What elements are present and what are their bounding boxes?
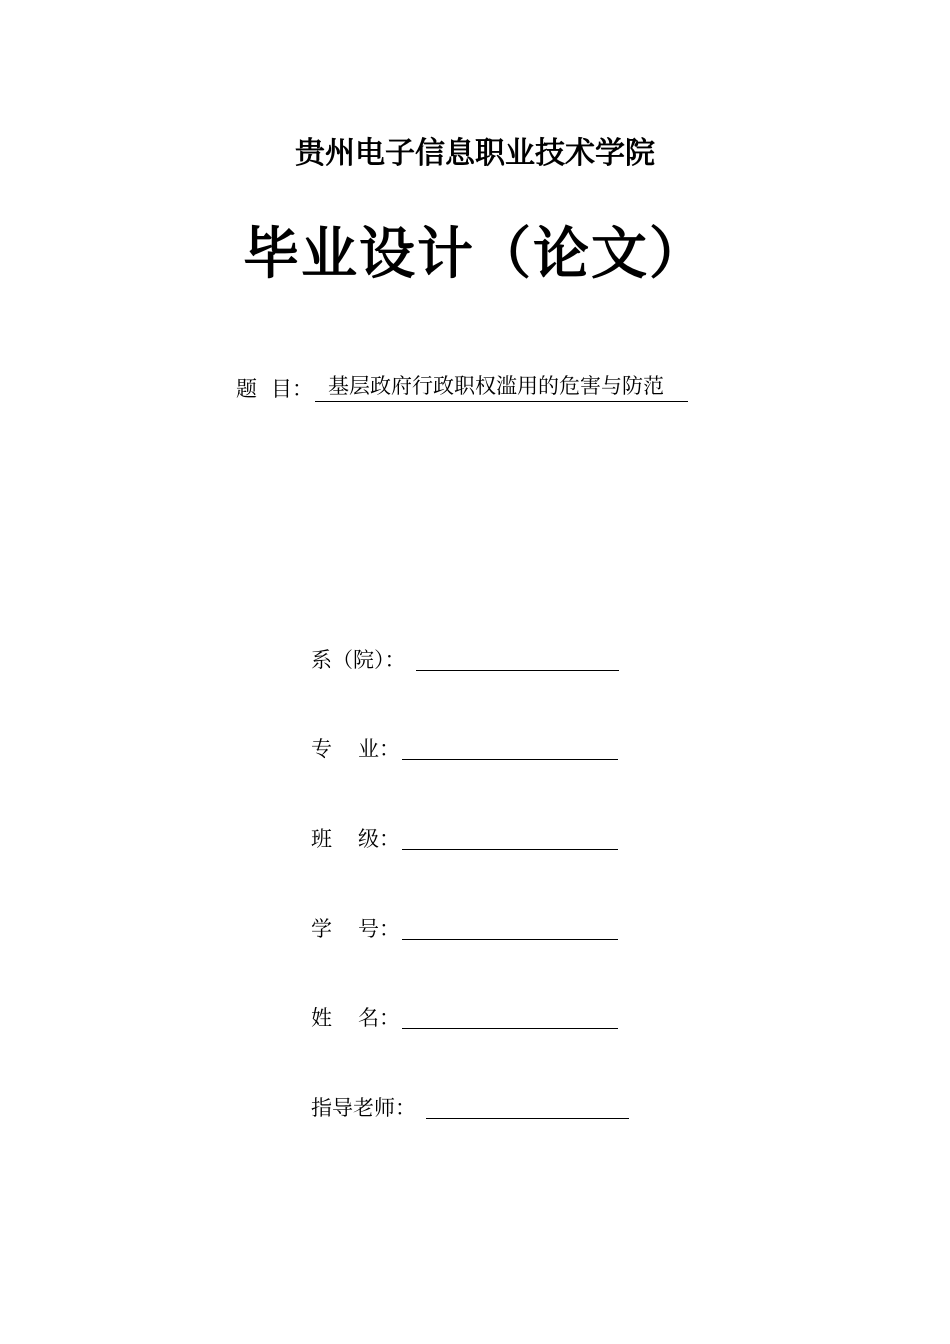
topic-label-part-2: 目： <box>271 377 313 401</box>
name-label-part-1: 姓 <box>311 1006 332 1030</box>
class-label-part-2: 级： <box>358 827 400 851</box>
topic-label <box>236 373 313 403</box>
major-label <box>311 733 400 763</box>
student-id-label-part-1: 学 <box>311 917 332 941</box>
major-blank <box>402 735 618 760</box>
advisor-label: 指导老师： <box>311 1096 416 1120</box>
advisor-field <box>311 1092 629 1122</box>
topic-value: 基层政府行政职权滥用的危害与防范 <box>315 373 688 402</box>
major-label-part-2: 业： <box>358 737 400 761</box>
topic-label-part-1: 题 <box>236 377 257 401</box>
department-field <box>311 644 619 674</box>
class-blank <box>402 825 618 850</box>
name-field <box>311 1002 618 1032</box>
major-label-part-1: 专 <box>311 737 332 761</box>
class-label-part-1: 班 <box>311 827 332 851</box>
document-title: 毕业设计（论文） <box>243 221 707 287</box>
major-field <box>311 733 618 763</box>
class-label <box>311 823 400 853</box>
school-name: 贵州电子信息职业技术学院 <box>295 136 655 171</box>
department-blank <box>416 646 619 671</box>
class-field <box>311 823 618 853</box>
student-id-label-part-2: 号： <box>358 917 400 941</box>
name-label-part-2: 名： <box>358 1006 400 1030</box>
student-id-field <box>311 913 618 943</box>
student-id-label <box>311 913 400 943</box>
name-label <box>311 1002 400 1032</box>
topic-row <box>236 373 688 403</box>
student-id-blank <box>402 915 618 940</box>
advisor-blank <box>426 1094 629 1119</box>
department-label: 系（院）： <box>311 648 406 672</box>
name-blank <box>402 1004 618 1029</box>
